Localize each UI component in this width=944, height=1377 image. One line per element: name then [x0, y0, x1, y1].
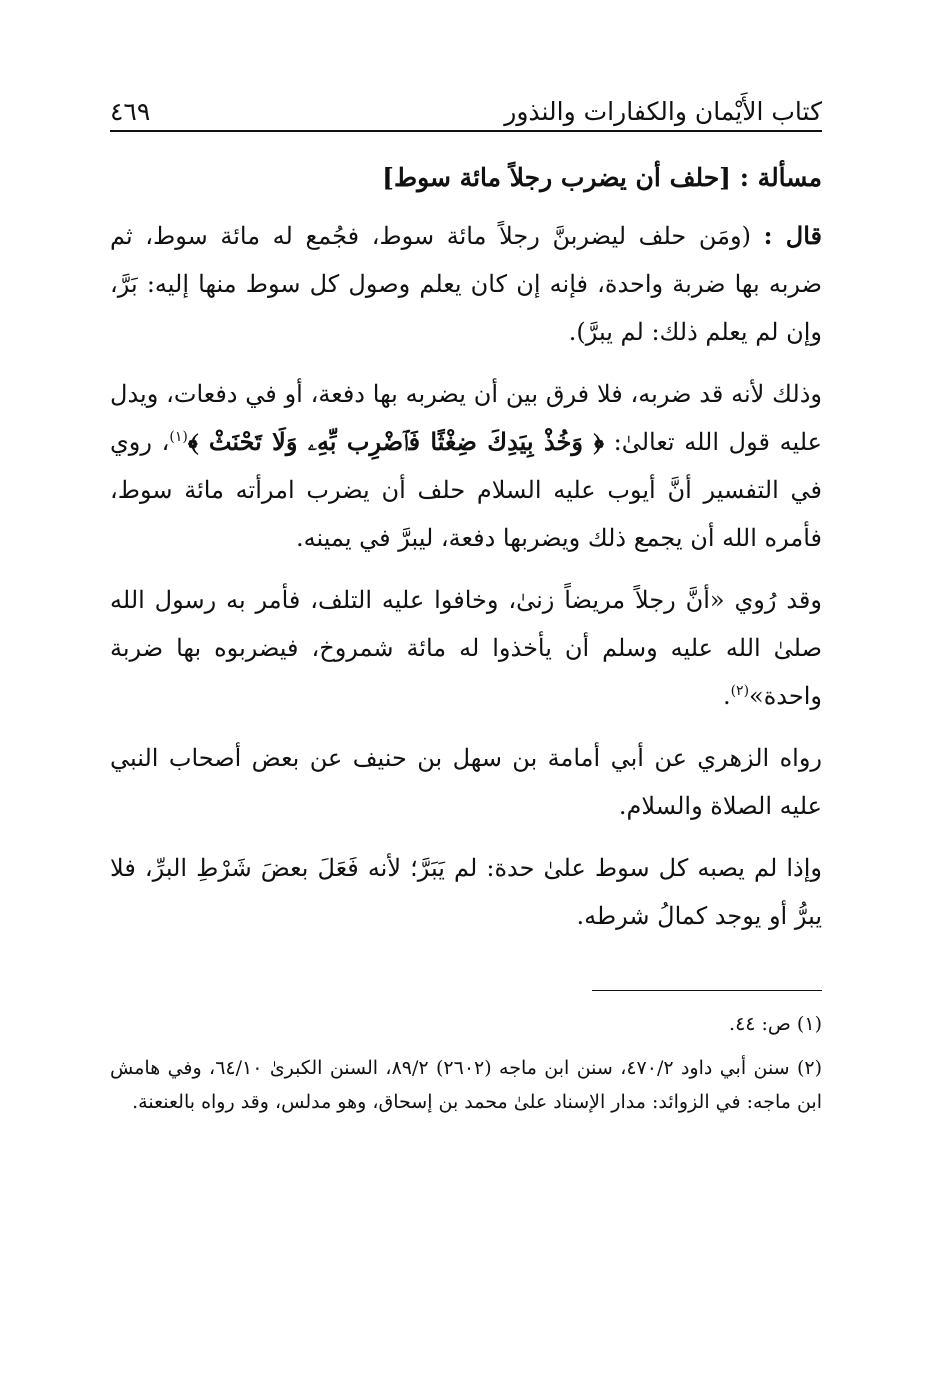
paragraph-1-text: (ومَن حلف ليضربنَّ رجلاً مائة سوط، فجُمع له مائة سوط، ثم ضربه بها ضربة واحدة، فإنه إن كان يعلم وصول كل سوط منها إليه: بَرَّ، وإن لم يعلم ذلك: لم يبرَّ). [110, 222, 822, 346]
paragraph-4 [110, 734, 822, 830]
paragraph-1-label: قال : [763, 221, 823, 250]
chapter-title: كتاب الأَيْمان والكفارات والنذور [504, 97, 822, 126]
paragraph-3-end: . [722, 682, 731, 710]
footnote-1: (١) ص: ٤٤. [729, 1013, 822, 1035]
paragraph-2-text-a: وذلك لأنه قد ضربه، فلا فرق بين أن يضربه بها دفعة، أو في دفعات، ويدل عليه قول الله تعالىٰ: [110, 380, 822, 456]
section-label: مسألة : [739, 163, 822, 192]
paragraph-2 [110, 370, 822, 562]
section-title: [حلف أن يضرب رجلاً مائة سوط] [382, 163, 732, 192]
paragraph-4-text: رواه الزهري عن أبي أمامة بن سهل بن حنيف عن بعض أصحاب النبي عليه الصلاة والسلام. [110, 744, 822, 820]
book-page [110, 88, 822, 1119]
paragraph-2-text-b: ، روي في التفسير أنَّ أيوب عليه السلام حلف أن يضرب امرأته مائة سوط، فأمره الله أن يجمع ذلك ويضربها دفعة، ليبرَّ في يمينه. [110, 428, 822, 552]
quran-verse: ﴿ وَخُذْ بِيَدِكَ ضِغْثًا فَٱضْرِب بِّهِۦ وَلَا تَحْنَثْ ﴾ [187, 427, 604, 456]
footnote-rule [592, 990, 822, 991]
section-heading [110, 158, 822, 198]
paragraph-5-text: وإذا لم يصبه كل سوط علىٰ حدة: لم يَبَرَّ؛ لأنه فَعَلَ بعضَ شَرْطِ البرِّ، فلا يبرُّ أو يوجد كمالُ شرطه. [110, 854, 822, 930]
footnote-ref-2: (٢) [730, 683, 750, 699]
header-rule [110, 130, 822, 132]
paragraph-3-text: وقد رُوي «أنَّ رجلاً مريضاً زنىٰ، وخافوا عليه التلف، فأمر به رسول الله صلىٰ الله عليه وسلم أن يأخذوا له مائة شمروخ، فيضربوه بها ضربة واحدة» [110, 586, 822, 710]
footnote-ref-1: (١) [169, 429, 188, 445]
paragraph-3 [110, 576, 822, 720]
running-header [110, 88, 822, 126]
paragraph-1 [110, 212, 822, 356]
paragraph-5 [110, 844, 822, 940]
footnote-2: (٢) سنن أبي داود ٤٧٠/٢، سنن ابن ماجه (٢٦٠٢) ٨٩/٢، السنن الكبرىٰ ٦٤/١٠، وفي هامش ابن ماجه: في الزوائد: مدار الإسناد علىٰ محمد بن إسحاق، وهو مدلس، وقد رواه بالعنعنة. [110, 1057, 823, 1113]
page-number: ٤٦٩ [110, 97, 151, 126]
